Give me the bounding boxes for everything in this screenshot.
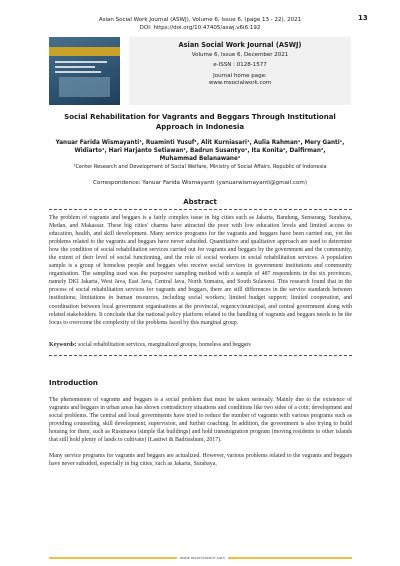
author-line: Widiarto¹, Hari Harjanto Setiawan¹, Badrun Susantyo¹, Ita Konita¹, Dalfirman¹, [74,148,326,155]
introduction-heading: Introduction [49,379,98,387]
journal-homepage-link[interactable]: www.msocialwork.com [208,80,272,87]
abstract-top-rule [49,209,352,210]
cover-text-line [55,61,107,63]
cover-graphic [59,77,110,97]
running-head-citation: Asian Social Work Journal (ASWJ), Volume 6, Issue 6, (page 13 - 22), 2021 [98,17,302,23]
introduction-body [49,396,352,476]
journal-volume-issue: Volume 6, Issue 6, December 2021 [191,51,289,58]
journal-eissn: e-ISSN : 0128-1577 [213,62,267,69]
journal-homepage-label: Journal home page: [213,72,267,79]
journal-info-box [129,37,351,105]
journal-masthead [49,37,352,107]
cover-text-line [55,71,101,73]
article-title [40,113,360,132]
keywords-label: Keywords: [49,342,77,348]
article-title-line: Approach in Indonesia [155,122,245,131]
abstract-heading: Abstract [183,198,217,206]
keywords [49,342,352,348]
cover-text-line [55,66,95,68]
keywords-text: social rehabilitation services, marginalized groups, homeless and beggars [77,342,251,348]
journal-name: Asian Social Work Journal (ASWJ) [178,41,302,49]
author-list [40,139,360,163]
abstract-body [49,214,352,327]
cover-title-band [49,47,120,56]
introduction-paragraph: The phenomenon of vagrants and beggars is a social problem that must be taken seriously. Mainly due to the existence of vagrants and beggars in urban areas has shown contradictory situations and conditions like two sides of a coin; development and social problems. The central and local governments have tried to reduce the number of vagrants with various programs such as providing counseling, skill development, supervision, and further coaching. In addition, the government is also trying to build housing for them, such as Rusunawa (simple flat buildings) and hold transmigration program (moving residents to other islands that still hold plenty of lands to cultivate) (Lastiwi & Badriashum, 2017). [49,397,352,443]
footer-url[interactable]: www.msocialwork.com [177,555,228,560]
author-line: Yanuar Farida Wismayanti¹, Ruaminti Yusuf¹, Alit Kurniasari¹, Aulia Rahman¹, Mery Ganti¹, [55,140,345,146]
journal-cover-image [49,37,120,105]
abstract-bottom-rule [49,355,352,356]
article-title-line: Social Rehabilitation for Vagrants and Beggars Through Institutional [64,113,336,121]
running-head-doi: DOI: https://doi.org/10.47405/aswj.v6i6.192 [139,24,261,31]
author-affiliation: ¹Center Research and Development of Social Welfare, Ministry of Social Affairs, Republic of Indonesia [73,164,327,170]
introduction-paragraph: Many service programs for vagrants and beggars are actualized. However, various problems related to the vagrants and beggars have never subsided, especially in big cities, such as Jakarta, Surabaya, [49,453,352,467]
page-footer [49,556,352,560]
running-head [0,17,400,32]
correspondence: Correspondence: Yanuar Farida Wismayanti (yanuarwismayanti@gmail.com) [93,180,307,186]
page-number: 13 [358,14,368,22]
abstract-text: The problem of vagrants and beggars is a fairly complex issue in big cities such as Jakarta, Bandung, Semarang, Surabaya, Medan, and Makassar. These big cities' charms have attracted the poor with low education levels and limited access to education, health, and skill development. Many service programs for the vagrants and beggars have been carried out, yet the problems related to the vagrants and beggars have never subsided. Quantitative and qualitative approach are used to determine how the condition of social rehabilitation services carried out for vagrants and beggars by the government and the community, the extent of their level of social functioning, and the role of social workers in social rehabilitation services. A population sample is a group of homeless people and beggars who receive social services in government institutions and community organisation. The sampling used was the purposive sampling method with a sample of 487 respondents in the six provinces, namely DKI Jakarta, West Java, East Java, Central Java, North Sumatra, and South Sulawesi. This research found that in the process of social rehabilitation services for vagrants and beggars, there are still differences in the service standards between institutions; limitations in human resources, including social workers; limited budget support; limited cooperation, and coordination between local government organisations at the provincial, regency/municipal, and central government along with related stakeholders. It conclude that the national policy platform related to the handling of vagrants and beggars needs to be the focus to overcome the complexity of the problems faced by this marginal group. [49,215,352,326]
author-line: Muhammad Belanawane¹ [159,156,241,163]
